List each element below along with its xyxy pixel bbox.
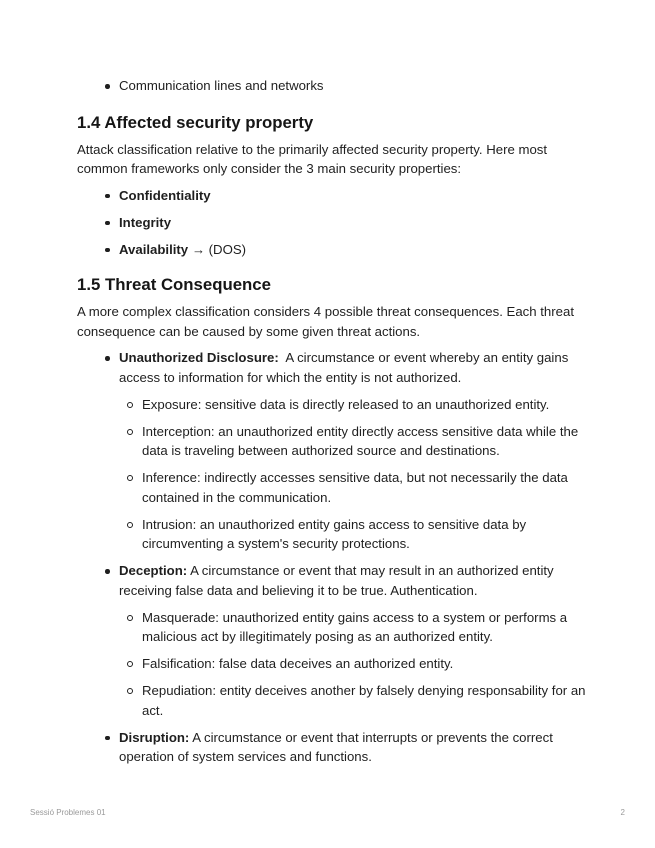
threat-description: A circumstance or event that may result in an authorized entity receiving false data and believing it to be true. Authentication.	[119, 563, 554, 598]
arrow-right-icon: →	[191, 241, 205, 257]
threat-action-text: Masquerade: unauthorized entity gains access to a system or performs a malicious act by illegitimately posing as an authorized entity.	[142, 609, 568, 644]
property-availability: Availability	[119, 241, 189, 257]
threat-label: Disruption:	[119, 729, 190, 745]
list-item	[77, 76, 587, 96]
threat-action-text: Exposure: sensitive data is directly released to an unauthorized entity.	[142, 396, 550, 412]
list-item	[119, 515, 587, 554]
footer-page-number: 2	[620, 808, 625, 817]
section-heading-1-5: 1.5 Threat Consequence	[77, 275, 271, 294]
threat-item-disruption	[77, 728, 587, 767]
section-heading-1-4: 1.4 Affected security property	[77, 112, 314, 132]
threat-action-text: Repudiation: entity deceives another by falsely denying responsability for an act.	[142, 683, 586, 718]
property-confidentiality: Confidentiality	[119, 187, 211, 203]
list-item	[119, 422, 587, 461]
list-item	[77, 186, 587, 206]
threat-item-disclosure	[77, 348, 587, 554]
threat-label: Unauthorized Disclosure:	[119, 350, 279, 365]
threat-actions-list	[119, 608, 587, 721]
threat-description: A circumstance or event whereby an entity gains access to information for which the entity is not authorized.	[119, 350, 572, 385]
page-content	[77, 76, 587, 774]
list-item	[119, 395, 587, 415]
list-item	[119, 468, 587, 507]
threat-description: A circumstance or event that interrupts or prevents the correct operation of system services and functions.	[119, 729, 553, 764]
threat-actions-list	[119, 395, 587, 554]
section-paragraph-1-4: Attack classification relative to the primarily affected security property. Here most common frameworks only consider the 3 main security properties:	[77, 141, 548, 176]
list-item	[77, 240, 587, 260]
threat-action-text: Interception: an unauthorized entity directly access sensitive data while the data is traveling between authorized source and destinations.	[142, 423, 579, 458]
security-properties-list	[77, 186, 587, 260]
list-item	[119, 681, 587, 720]
threat-label: Deception:	[119, 563, 188, 578]
availability-suffix: (DOS)	[205, 241, 247, 257]
list-item	[77, 213, 587, 233]
section-paragraph-1-5: A more complex classification considers 4 possible threat consequences. Each threat consequence can be caused by some given threat actions.	[77, 304, 574, 339]
list-item-text: Communication lines and networks	[119, 78, 324, 93]
list-item	[119, 654, 587, 674]
threat-item-deception	[77, 561, 587, 720]
threat-action-text: Inference: indirectly accesses sensitive data, but not necessarily the data contained in the communication.	[142, 470, 568, 505]
threat-action-text: Falsification: false data deceives an authorized entity.	[142, 656, 454, 671]
list-item	[119, 608, 587, 647]
footer-document-title: Sessió Problemes 01	[30, 808, 106, 817]
bullet-list-top	[77, 76, 587, 96]
threat-action-text: Intrusion: an unauthorized entity gains access to sensitive data by circumventing a system's security protections.	[142, 516, 527, 551]
threat-consequences-list	[77, 348, 587, 767]
property-integrity: Integrity	[119, 214, 172, 230]
